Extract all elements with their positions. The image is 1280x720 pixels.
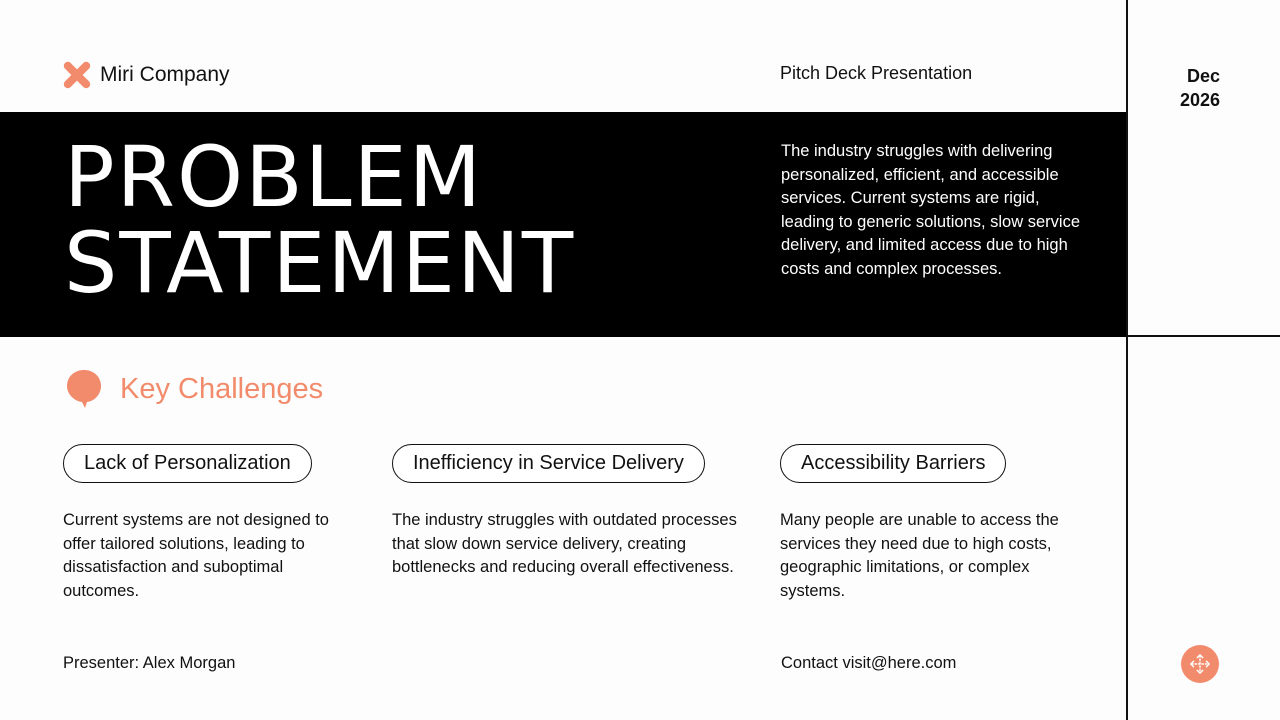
- challenge-label: Lack of Personalization: [63, 444, 312, 483]
- presenter: Presenter: Alex Morgan: [63, 654, 236, 672]
- vertical-divider: [1126, 0, 1128, 720]
- date-year: 2026: [1179, 90, 1220, 110]
- section-title: Key Challenges: [120, 372, 324, 405]
- contact: Contact visit@here.com: [781, 654, 957, 672]
- challenge-card: [780, 444, 1070, 603]
- date-month: Dec: [1186, 66, 1220, 86]
- speech-bubble-icon: [64, 368, 104, 410]
- horizontal-divider: [1126, 335, 1280, 337]
- move-arrows-icon: [1189, 653, 1211, 675]
- title-line-1: PROBLEM: [64, 128, 484, 226]
- date: [1150, 64, 1220, 112]
- section-heading: [64, 368, 323, 410]
- page-title: [64, 128, 576, 312]
- x-cross-logo-icon: [62, 60, 92, 90]
- company-name: Miri Company: [100, 63, 230, 86]
- deck-title: Pitch Deck Presentation: [780, 63, 973, 83]
- challenge-text: The industry struggles with outdated processes that slow down service delivery, creating bottlenecks and reducing overall effectiveness.: [392, 511, 737, 577]
- challenge-text: Current systems are not designed to offer tailored solutions, leading to dissatisfaction and suboptimal outcomes.: [63, 511, 329, 600]
- challenge-text: Many people are unable to access the services they need due to high costs, geographic limitations, or complex systems.: [780, 511, 1059, 600]
- challenge-card: [392, 444, 742, 580]
- challenge-label: Inefficiency in Service Delivery: [392, 444, 705, 483]
- intro-paragraph: The industry struggles with delivering personalized, efficient, and accessible services. Current systems are rigid, leading to generic solutions, slow service delivery, and limited access due to high costs and complex processes.: [781, 142, 1080, 278]
- navigation-button[interactable]: [1181, 645, 1219, 683]
- challenge-card: [63, 444, 353, 603]
- challenge-label: Accessibility Barriers: [780, 444, 1006, 483]
- company-logo: [62, 60, 230, 90]
- title-line-2: STATEMENT: [64, 214, 576, 312]
